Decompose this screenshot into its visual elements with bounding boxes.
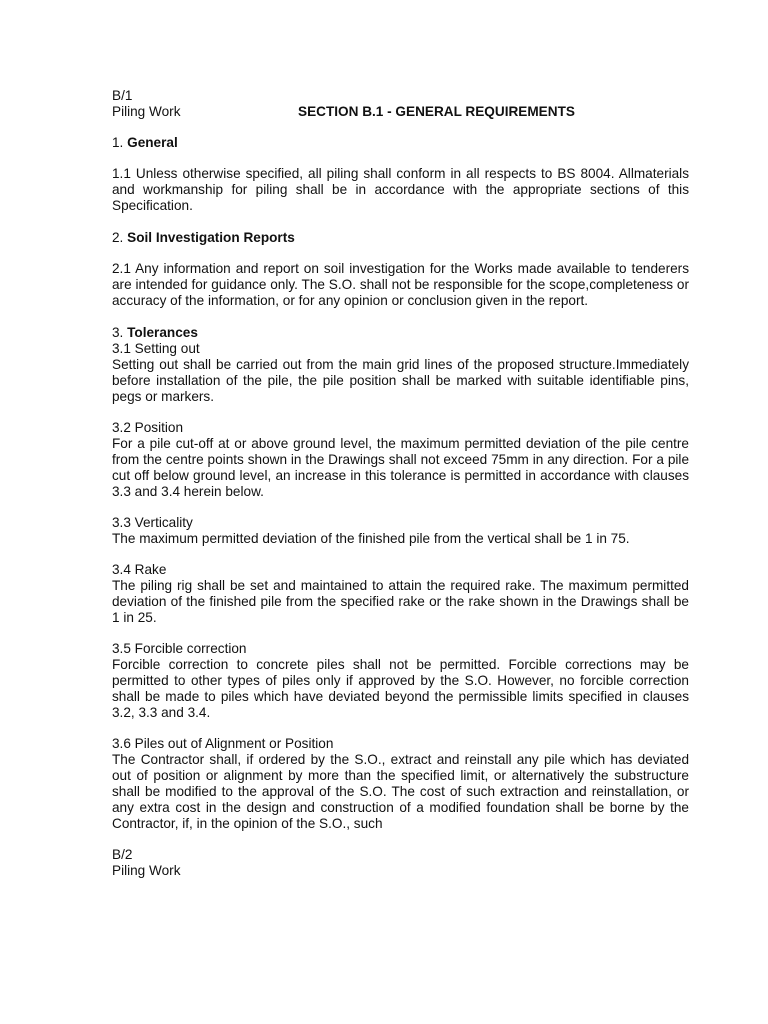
clause-3-2-heading: 3.2 Position [112,420,184,435]
document-body [112,88,689,879]
clause-3-6-heading: 3.6 Piles out of Alignment or Position [112,736,334,751]
heading-soil-investigation: 2. Soil Investigation Reports [112,230,295,245]
heading-general: 1. General [112,135,178,150]
document-subject: Piling Work [112,104,181,119]
clause-3-1-text: Setting out shall be carried out from the main grid lines of the proposed structure.Immediately before installation of the pile, the pile position shall be marked with suitable identifiable pins, pegs or markers. [112,357,689,404]
section-title: SECTION B.1 - GENERAL REQUIREMENTS [298,104,575,119]
page-reference: B/1 [112,88,133,103]
clause-3-2-text: For a pile cut-off at or above ground level, the maximum permitted deviation of the pile centre from the centre points shown in the Drawings shall not exceed 75mm in any direction. For a pile cut off below ground level, an increase in this tolerance is permitted in accordance with clauses 3.3 and 3.4 herein below. [112,436,689,499]
clause-3-4-heading: 3.4 Rake [112,562,167,577]
footer-page-reference: B/2 [112,847,133,862]
clause-3-3-heading: 3.3 Verticality [112,515,193,530]
clause-2-1: 2.1 Any information and report on soil investigation for the Works made available to tenderers are intended for guidance only. The S.O. shall not be responsible for the scope,completeness or accuracy of the information, or for any opinion or conclusion given in the report. [112,261,689,308]
clause-3-1-heading: 3.1 Setting out [112,341,200,356]
clause-3-3-text: The maximum permitted deviation of the finished pile from the vertical shall be 1 in 75. [112,531,630,546]
clause-1-1: 1.1 Unless otherwise specified, all piling shall conform in all respects to BS 8004. Allmaterials and workmanship for piling shall be in accordance with the appropriate sections of this Specification. [112,166,689,213]
page-header [112,104,689,120]
clause-3-6-text: The Contractor shall, if ordered by the S.O., extract and reinstall any pile which has deviated out of position or alignment by more than the specified limit, or alternatively the substructure shall be modified to the approval of the S.O. The cost of such extraction and reinstallation, or any extra cost in the design and construction of a modified foundation shall be borne by the Contractor, if, in the opinion of the S.O., such [112,752,689,831]
clause-3-5-heading: 3.5 Forcible correction [112,641,247,656]
heading-tolerances: 3. Tolerances [112,325,198,340]
clause-3-4-text: The piling rig shall be set and maintained to attain the required rake. The maximum permitted deviation of the finished pile from the specified rake or the rake shown in the Drawings shall be 1 in 25. [112,578,689,625]
clause-3-5-text: Forcible correction to concrete piles shall not be permitted. Forcible corrections may be permitted to other types of piles only if approved by the S.O. However, no forcible correction shall be made to piles which have deviated beyond the permissible limits specified in clauses 3.2, 3.3 and 3.4. [112,657,689,720]
footer-document-subject: Piling Work [112,863,181,878]
